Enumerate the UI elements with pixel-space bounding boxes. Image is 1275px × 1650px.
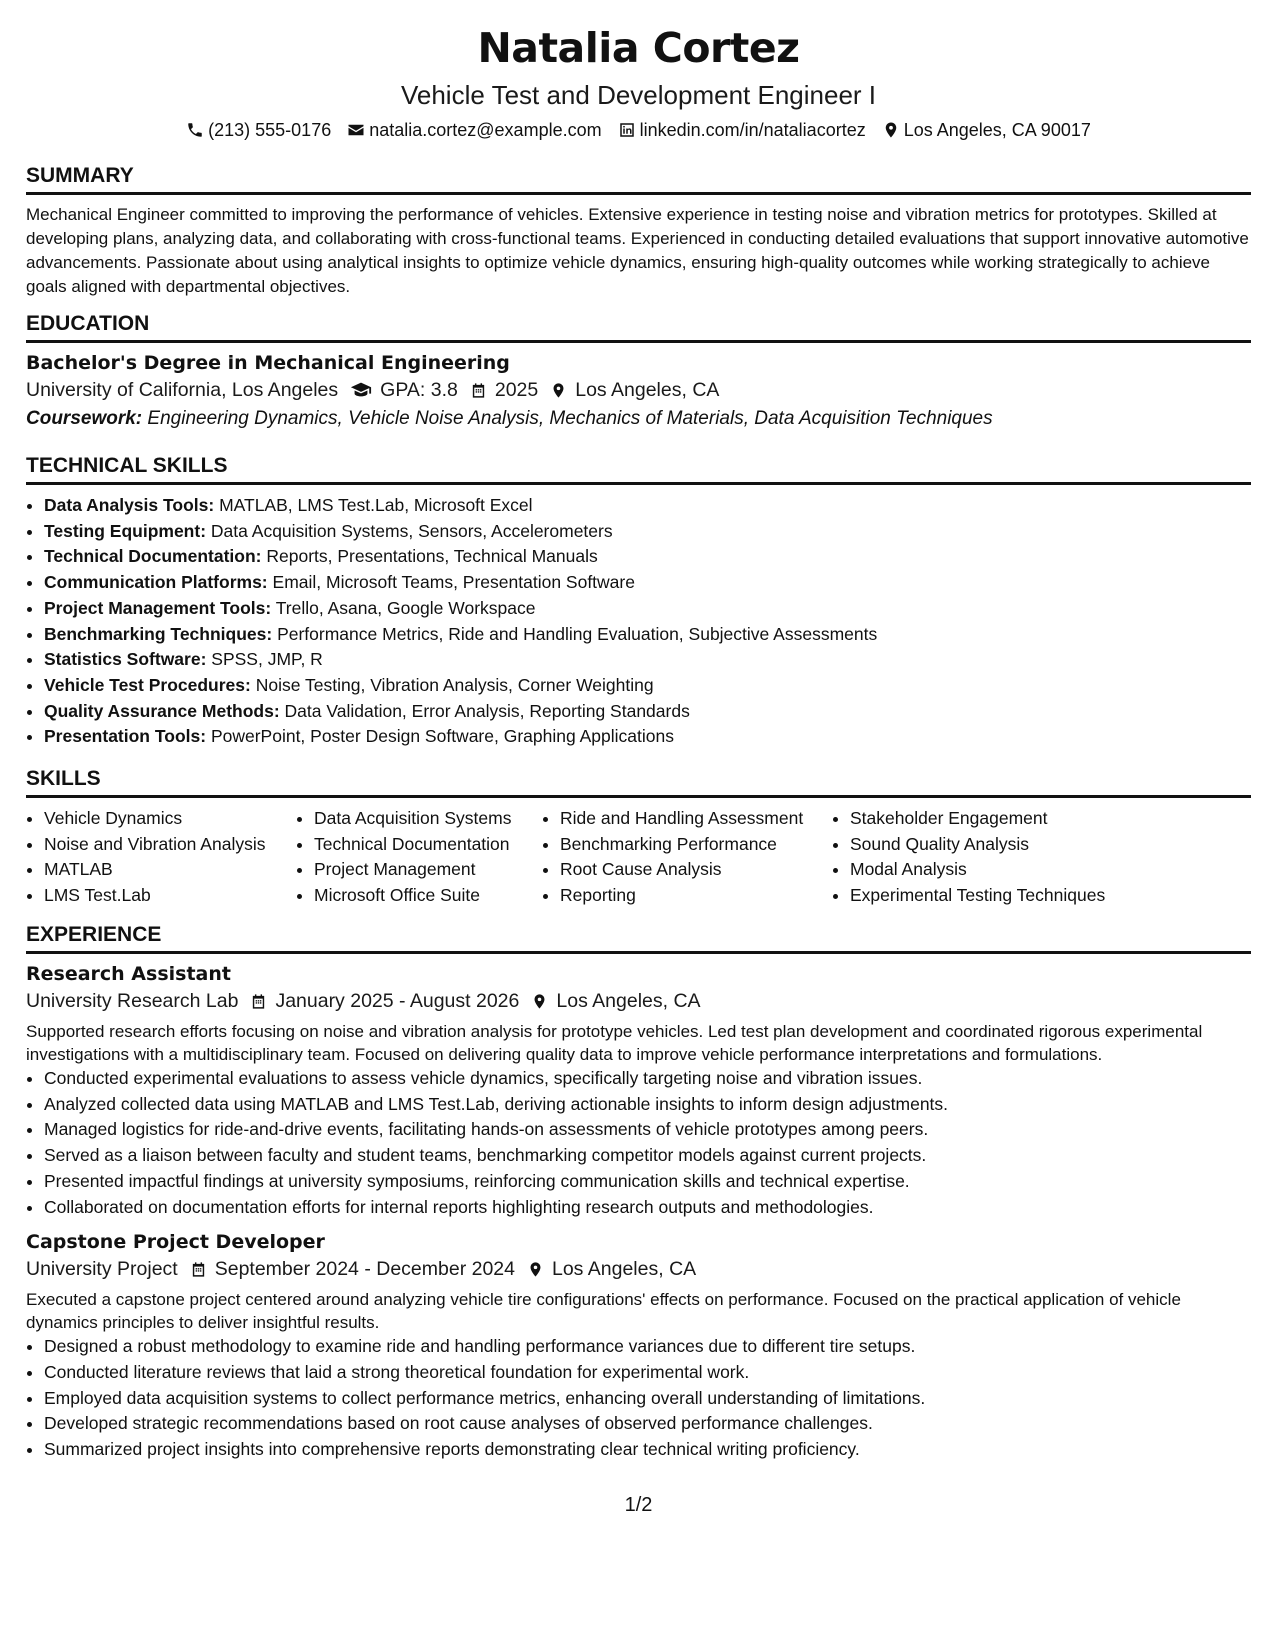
skill-item: • Vehicle Dynamics	[44, 806, 296, 832]
map-pin-icon	[531, 993, 548, 1010]
technical-skill-value: SPSS, JMP, R	[211, 649, 323, 670]
technical-skills-heading: TECHNICAL SKILLS	[26, 455, 1251, 485]
summary-section	[26, 165, 1251, 299]
job-bullets	[26, 1066, 1251, 1220]
map-pin-icon	[550, 382, 567, 399]
resume-page	[26, 0, 1251, 1516]
technical-skill-label: Benchmarking Techniques:	[44, 623, 273, 644]
job-bullet: • Served as a liaison between faculty and student teams, benchmarking competitor models against current projects.	[44, 1143, 1251, 1169]
technical-skill-label: Communication Platforms:	[44, 572, 268, 593]
technical-skill-value: Data Validation, Error Analysis, Reporting Standards	[284, 700, 690, 721]
job-dates: September 2024 - December 2024	[214, 1258, 515, 1281]
gpa-text: GPA: 3.8	[380, 379, 458, 401]
candidate-name: Natalia Cortez	[477, 24, 800, 72]
technical-skill-item	[44, 570, 1251, 596]
skill-item: • Stakeholder Engagement	[850, 806, 1162, 832]
skills-section	[26, 768, 1251, 909]
skill-item: • Reporting	[560, 883, 832, 909]
technical-skill-label: Statistics Software:	[44, 649, 207, 670]
technical-skill-value: PowerPoint, Poster Design Software, Graphing Applications	[210, 726, 674, 747]
technical-skill-label: Vehicle Test Procedures:	[44, 674, 251, 695]
technical-skill-value: Trello, Asana, Google Workspace	[275, 597, 536, 618]
job-bullet: • Summarized project insights into comprehensive reports demonstrating clear technical writing proficiency.	[44, 1437, 1251, 1463]
coursework-label: Coursework:	[26, 408, 143, 429]
job-dates: January 2025 - August 2026	[275, 990, 520, 1012]
technical-skill-value: Email, Microsoft Teams, Presentation Software	[272, 572, 635, 593]
technical-skill-value: Data Acquisition Systems, Sensors, Accelerometers	[210, 520, 613, 541]
technical-skills-list	[26, 493, 1251, 750]
job-bullet: • Employed data acquisition systems to collect performance metrics, enhancing overall understanding of limitations.	[44, 1386, 1251, 1412]
skill-item: • Ride and Handling Assessment	[560, 806, 832, 832]
contact-location	[882, 120, 1091, 141]
technical-skill-item	[44, 647, 1251, 673]
skill-item: • Experimental Testing Techniques	[850, 883, 1162, 909]
skill-item: • Project Management	[314, 857, 542, 883]
experience-heading: EXPERIENCE	[26, 924, 1251, 954]
education-section	[26, 313, 1251, 433]
skills-column	[832, 806, 1162, 909]
experience-section	[26, 924, 1251, 1463]
job-bullet: • Developed strategic recommendations based on root cause analyses of observed performance challenges.	[44, 1411, 1251, 1437]
skill-item: • Sound Quality Analysis	[850, 832, 1162, 858]
phone-icon	[186, 121, 204, 139]
technical-skill-label: Project Management Tools:	[44, 597, 272, 618]
job-bullet: • Collaborated on documentation efforts for internal reports highlighting research outputs and methodologies.	[44, 1195, 1251, 1221]
linkedin-icon	[618, 121, 636, 139]
education-meta	[26, 375, 1251, 405]
skills-column	[542, 806, 832, 909]
skill-item: • MATLAB	[44, 857, 296, 883]
summary-text: Mechanical Engineer committed to improving the performance of vehicles. Extensive experience in testing noise and vibration metrics for prototypes. Skilled at developing plans, analyzing data, and collaborating with cross-functional teams. Experienced in conducting detailed evaluations that support innovative automotive advancements. Passionate about using analytical insights to optimize vehicle dynamics, ensuring high-quality outcomes while working strategically to achieve goals aligned with departmental objectives.	[26, 205, 1249, 296]
skills-columns	[26, 806, 1251, 909]
technical-skill-value: MATLAB, LMS Test.Lab, Microsoft Excel	[219, 495, 533, 515]
technical-skill-item	[44, 699, 1251, 725]
job-bullet: • Managed logistics for ride-and-drive events, facilitating hands-on assessments of vehicle prototypes among peers.	[44, 1117, 1251, 1143]
location-text: Los Angeles, CA 90017	[903, 119, 1091, 140]
job-bullet: • Analyzed collected data using MATLAB and LMS Test.Lab, deriving actionable insights to inform design adjustments.	[44, 1092, 1251, 1118]
skill-item: • Data Acquisition Systems	[314, 806, 542, 832]
education-heading: EDUCATION	[26, 313, 1251, 343]
candidate-title: Vehicle Test and Development Engineer I	[400, 80, 877, 110]
skill-item: • Technical Documentation	[314, 832, 542, 858]
experience-entry	[26, 1230, 1251, 1463]
experience-entry	[26, 962, 1251, 1220]
technical-skill-item	[44, 724, 1251, 750]
coursework-line	[26, 405, 1251, 433]
contact-email[interactable]	[347, 120, 601, 141]
envelope-icon	[347, 121, 365, 139]
technical-skill-item	[44, 493, 1251, 519]
graduation-year: 2025	[494, 379, 539, 401]
job-title: Research Assistant	[26, 963, 231, 985]
technical-skill-label: Technical Documentation:	[44, 546, 262, 567]
technical-skill-value: Noise Testing, Vibration Analysis, Corner Weighting	[255, 674, 654, 695]
school-name: University of California, Los Angeles	[26, 379, 339, 401]
skills-column	[26, 806, 296, 909]
technical-skill-label: Data Analysis Tools:	[44, 495, 215, 515]
job-bullet: • Conducted experimental evaluations to assess vehicle dynamics, specifically targeting noise and vibration issues.	[44, 1066, 1251, 1092]
skills-heading: SKILLS	[26, 768, 1251, 798]
job-description: Executed a capstone project centered around analyzing vehicle tire configurations' effects on performance. Focused on the practical application of vehicle dynamics principles to deliver insightful results.	[26, 1290, 1181, 1333]
skill-item: • Microsoft Office Suite	[314, 883, 542, 909]
technical-skill-label: Testing Equipment:	[44, 520, 207, 541]
map-pin-icon	[527, 1261, 544, 1278]
contact-linkedin[interactable]	[618, 120, 866, 141]
skill-item: • Noise and Vibration Analysis	[44, 832, 296, 858]
technical-skill-item	[44, 544, 1251, 570]
summary-heading: SUMMARY	[26, 165, 1251, 195]
technical-skills-section	[26, 455, 1251, 750]
technical-skill-item	[44, 519, 1251, 545]
skill-item: • Root Cause Analysis	[560, 857, 832, 883]
calendar-icon	[250, 993, 267, 1010]
map-pin-icon	[882, 121, 900, 139]
job-org: University Project	[26, 1258, 178, 1281]
job-bullets	[26, 1334, 1251, 1463]
job-bullet: • Presented impactful findings at university symposiums, reinforcing communication skills and technical expertise.	[44, 1169, 1251, 1195]
skill-item: • Modal Analysis	[850, 857, 1162, 883]
job-location: Los Angeles, CA	[551, 1258, 697, 1281]
job-meta	[26, 1254, 1251, 1284]
linkedin-text: linkedin.com/in/nataliacortez	[639, 119, 866, 140]
job-title: Capstone Project Developer	[26, 1231, 325, 1254]
technical-skill-item	[44, 622, 1251, 648]
email-text: natalia.cortez@example.com	[369, 119, 602, 140]
job-org: University Research Lab	[26, 990, 239, 1012]
job-location: Los Angeles, CA	[556, 990, 701, 1012]
technical-skill-item	[44, 673, 1251, 699]
skill-item: • Benchmarking Performance	[560, 832, 832, 858]
contact-bar	[26, 118, 1251, 142]
job-bullet: • Designed a robust methodology to examine ride and handling performance variances due to different tire setups.	[44, 1334, 1251, 1360]
job-description: Supported research efforts focusing on noise and vibration analysis for prototype vehicles. Led test plan development and coordinated rigorous experimental investigations with a multidisciplinary team. Focused on delivering quality data to improve vehicle performance interpretations and formulations.	[26, 1022, 1203, 1064]
coursework-list: Engineering Dynamics, Vehicle Noise Analysis, Mechanics of Materials, Data Acquisition Techniques	[147, 408, 993, 429]
skill-item: • LMS Test.Lab	[44, 883, 296, 909]
calendar-icon	[190, 1261, 207, 1278]
technical-skill-item	[44, 596, 1251, 622]
phone-text: (213) 555-0176	[208, 119, 332, 140]
calendar-icon	[470, 382, 487, 399]
experience-list	[26, 962, 1251, 1463]
job-bullet: • Conducted literature reviews that laid a strong theoretical foundation for experimental work.	[44, 1360, 1251, 1386]
page-number: 1/2	[624, 1494, 653, 1516]
job-meta	[26, 986, 1251, 1016]
contact-phone[interactable]	[186, 120, 331, 141]
skills-column	[296, 806, 542, 909]
school-location: Los Angeles, CA	[575, 379, 720, 401]
technical-skill-label: Quality Assurance Methods:	[44, 700, 280, 721]
degree-title: Bachelor's Degree in Mechanical Engineering	[26, 352, 510, 374]
technical-skill-label: Presentation Tools:	[44, 726, 207, 747]
technical-skill-value: Reports, Presentations, Technical Manuals	[266, 546, 598, 567]
technical-skill-value: Performance Metrics, Ride and Handling Evaluation, Subjective Assessments	[277, 623, 878, 644]
graduation-cap-icon	[350, 379, 372, 401]
